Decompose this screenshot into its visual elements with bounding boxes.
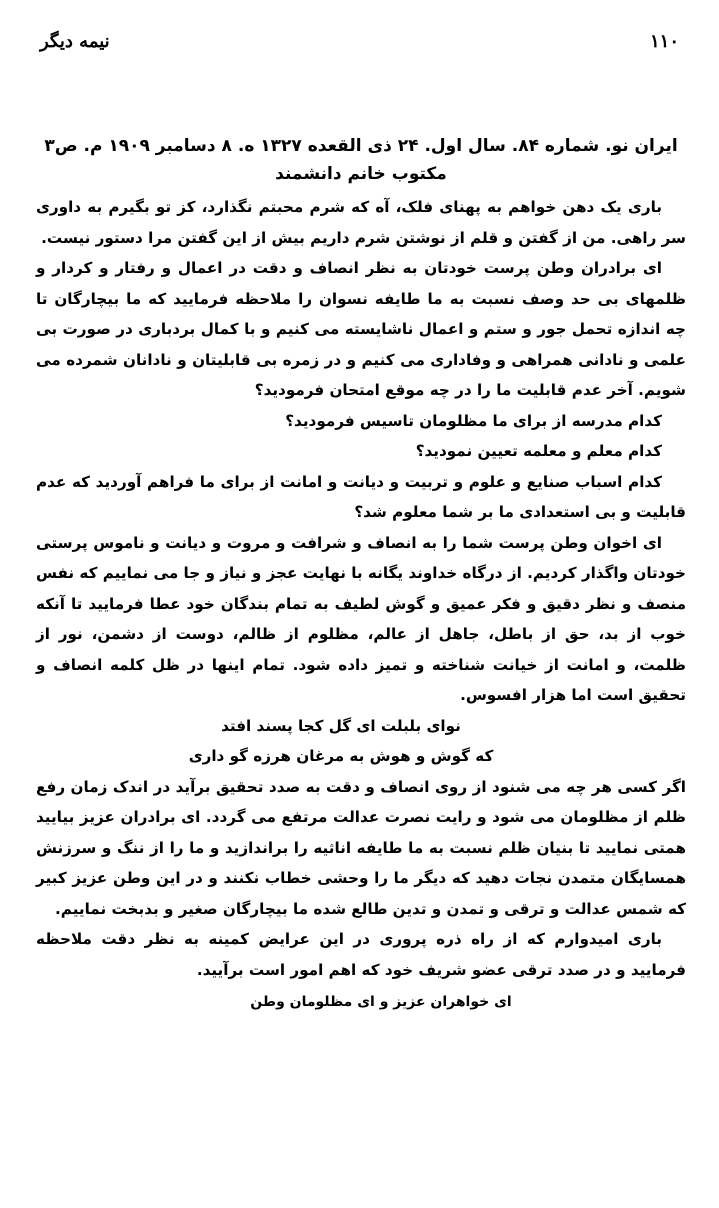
closing-salutation: ای خواهران عزیز و ای مظلومان وطن [250, 994, 512, 1010]
source-citation: ایران نو. شماره ۸۴. سال اول. ۲۴ ذی القعده ۱۳۲۷ ه. ۸ دسامبر ۱۹۰۹ م. ص۳ [44, 136, 678, 156]
letter-title: مکتوب خانم دانشمند [275, 164, 447, 184]
page-number: ۱۱۰ [649, 30, 679, 52]
paragraph: اگر کسی هر چه می شنود از روی انصاف و دقت به صدد تحقیق برآید در اندک زمان رفع ظلم از مظلومان می شود و رایت نصرت عدالت مرتفع می گردد. ای برادران عزیز بیایید همتی نمایید تا بنیان ظلم نسبت به ما طایفه اناثیه را براندازید و ما را از ننگ و سرزنش همسایگان متمدن نجات دهید که دیگر ما را وحشی خطاب نکنند و در این وطن عزیز کبیر که شمس عدالت و ترقی و تمدن و تدین طالع شده ما بیچارگان صغیر و بدبخت نماییم. [36, 777, 686, 918]
question-line: کدام معلم و معلمه تعیین نمودید؟ [415, 442, 662, 460]
verse-line: نوای بلبلت ای گل کجا پسند افتد [221, 716, 461, 735]
paragraph: باری امیدوارم که از راه ذره پروری در این عرایض کمینه به نظر دقت ملاحظه فرمایید و در صدد ترقی عضو شریف خود که اهم امور است برآیید. [36, 930, 686, 979]
verse-line: که گوش و هوش به مرغان هرزه گو داری [188, 747, 494, 765]
paragraph: ای برادران وطن پرست خودتان به نظر انصاف و دقت در اعمال و رفتار و کردار و ظلمهای بی حد وصف نسبت به ما طایفه نسوان را ملاحظه فرمایید که ما بیچارگان تا چه اندازه تحمل جور و ستم و اعمال ناشایسته می کنیم و با کمال بردباری در صورت بی علمی و نادانی همراهی و وفاداری می کنیم و در زمره بی قابلیتان و نادانان شمرده می شویم. آخر عدم قابلیت ما را در چه موقع امتحان فرمودید؟ [36, 259, 686, 399]
page-body [36, 132, 686, 1019]
paragraph: کدام اسباب صنایع و علوم و تربیت و دیانت و امانت از برای ما فراهم آوردید که عدم قابلیت و بی استعدادی ما بر شما معلوم شد؟ [36, 472, 686, 521]
running-header [40, 26, 679, 56]
paragraph: ای اخوان وطن پرست شما را به انصاف و شرافت و مروت و دیانت و ناموس پرستی خودتان واگذار کردیم. از درگاه خداوند یگانه با نهایت عجز و نیاز و جا می نماییم که نفس منصف و نظر دقیق و فکر عمیق و گوش لطیف به تمام بندگان خود عطا فرمایید تا آنکه خوب از بد، حق از باطل، جاهل از عالم، مظلوم از ظالم، دوست از دشمن، نور از ظلمت، و امانت از خیانت شناخته و تمیز داده شود. تمام اینها در ظل کلمه انصاف و تحقیق است اما هزار افسوس. [36, 533, 686, 704]
running-header-title: نیمه دیگر [40, 30, 110, 52]
question-line: کدام مدرسه از برای ما مظلومان تاسیس فرمودید؟ [285, 411, 662, 430]
paragraph: باری یک دهن خواهم به پهنای فلک، آه که شرم محبتم نگذارد، کز تو بگیرم به داوری سر راهی. من از گفتن و قلم از نوشتن شرم داریم بیش از این گفتن مرا دستور نیست. [36, 198, 686, 247]
